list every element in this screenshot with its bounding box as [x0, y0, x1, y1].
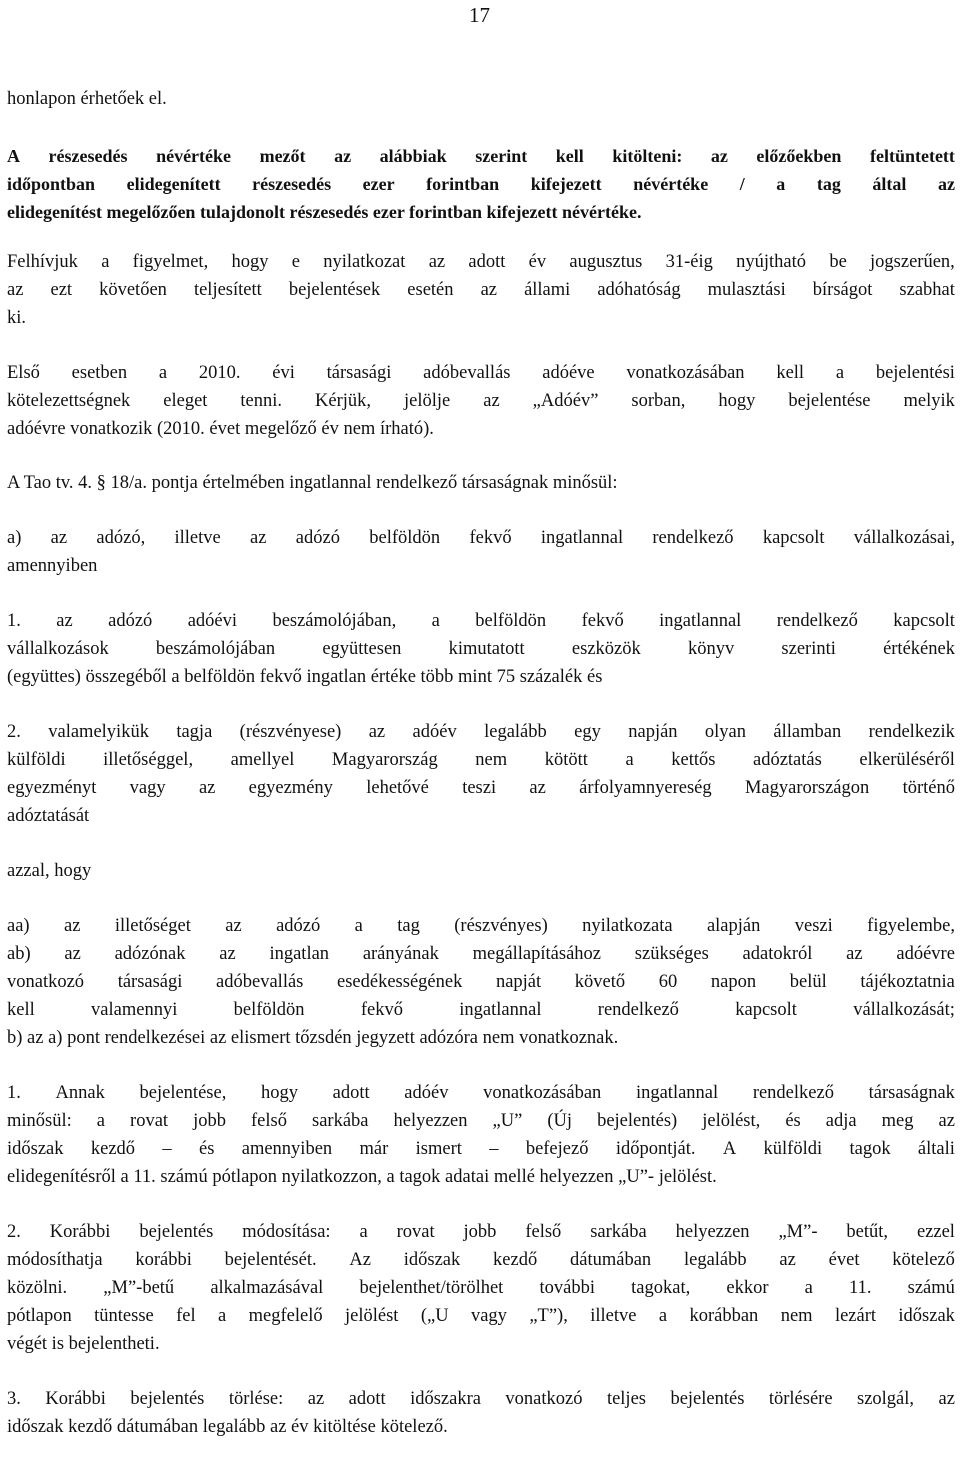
text-line: közölni. „M”-betű alkalmazásával bejelenthet/törölhet további tagokat, ekkor a 11. számú: [7, 1278, 955, 1298]
text-line: egyezményt vagy az egyezmény lehetővé teszi az árfolyamnyereség Magyarországon történő: [7, 778, 955, 798]
paragraph-nevertek: [7, 142, 955, 226]
text-line: vállalkozások beszámolójában együttesen kimutatott eszközök könyv szerinti értékének: [7, 639, 955, 659]
paragraph-n3: [7, 1385, 955, 1441]
page-number: 17: [469, 3, 490, 27]
paragraph-n1: [7, 1079, 955, 1191]
text-line: kötelezettségnek eleget tenni. Kérjük, jelölje az „Adóév” sorban, hogy bejelentése melyik: [7, 391, 955, 411]
text-line: A részesedés névértéke mezőt az alábbiak szerint kell kitölteni: az előzőekben feltüntetett: [7, 146, 955, 166]
text-line: 1. az adózó adóévi beszámolójában, a belföldön fekvő ingatlannal rendelkező kapcsolt: [7, 611, 955, 631]
paragraph-p2: [7, 718, 955, 830]
text-line: 2. Korábbi bejelentés módosítása: a rovat jobb felső sarkába helyezzen „M”- betűt, ezzel: [7, 1222, 955, 1242]
text-line: időpontban elidegenített részesedés ezer forintban kifejezett névértéke / a tag által az: [7, 174, 955, 194]
text-line: Első esetben a 2010. évi társasági adóbevallás adóéve vonatkozásában kell a bejelentési: [7, 363, 955, 383]
text-line: 3. Korábbi bejelentés törlése: az adott időszakra vonatkozó teljes bejelentés törlésére szolgál, az: [7, 1389, 955, 1409]
text-line: ki.: [7, 308, 27, 328]
text-line: végét is bejelentheti.: [7, 1334, 160, 1354]
text-line: 1. Annak bejelentése, hogy adott adóév vonatkozásában ingatlannal rendelkező társaságnak: [7, 1083, 955, 1103]
text-line: azzal, hogy: [7, 861, 92, 881]
paragraph-a: [7, 524, 955, 580]
text-line: vonatkozó társasági adóbevallás esedékességének napját követő 60 napon belül tájékoztatnia: [7, 972, 955, 992]
paragraph-n2: [7, 1218, 955, 1358]
paragraph-azzal: [7, 857, 955, 885]
text-line: ab) az adózónak az ingatlan arányának megállapításához szükséges adatokról az adóévre: [7, 944, 955, 964]
text-line: Felhívjuk a figyelmet, hogy e nyilatkozat az adott év augusztus 31-éig nyújtható be jogszerűen,: [7, 252, 955, 272]
text-line: időszak kezdő – és amennyiben már ismert – befejező időpontját. A külföldi tagok általi: [7, 1139, 955, 1159]
text-line: az ezt követően teljesített bejelentések esetén az állami adóhatóság mulasztási bírságot szabhat: [7, 280, 955, 300]
text-line: adóévre vonatkozik (2010. évet megelőző év nem írható).: [7, 419, 434, 439]
text-line: minősül: a rovat jobb felső sarkába helyezzen „U” (Új bejelentés) jelölést, és adja meg az: [7, 1111, 955, 1131]
text-line: kell valamennyi belföldön fekvő ingatlannal rendelkező kapcsolt vállalkozását;: [7, 1000, 955, 1020]
text-line: honlapon érhetőek el.: [7, 89, 167, 109]
text-line: módosíthatja korábbi bejelentését. Az időszak kezdő dátumában legalább az évet kötelező: [7, 1250, 955, 1270]
text-line: aa) az illetőséget az adózó a tag (részvényes) nyilatkozata alapján veszi figyelembe,: [7, 916, 955, 936]
text-line: elidegenítésről a 11. számú pótlapon nyilatkozzon, a tagok adatai mellé helyezzen „U”- jelölést.: [7, 1167, 717, 1187]
paragraph-tao: [7, 469, 955, 497]
text-line: 2. valamelyikük tagja (részvényese) az adóév legalább egy napján olyan államban rendelkezik: [7, 722, 955, 742]
paragraph-intro: [7, 85, 955, 113]
text-line: elidegenítést megelőzően tulajdonolt részesedés ezer forintban kifejezett névértéke.: [7, 202, 642, 222]
text-line: külföldi illetőséggel, amellyel Magyarország nem kötött a kettős adóztatás elkerüléséről: [7, 750, 955, 770]
text-line: adóztatását: [7, 806, 90, 826]
text-line: időszak kezdő dátumában legalább az év kitöltése kötelező.: [7, 1417, 448, 1437]
paragraph-elso: [7, 359, 955, 443]
text-line: amennyiben: [7, 556, 98, 576]
paragraph-aa: [7, 912, 955, 1052]
paragraph-p1: [7, 607, 955, 691]
text-line: b) az a) pont rendelkezései az elismert tőzsdén jegyzett adózóra nem vonatkoznak.: [7, 1028, 619, 1048]
paragraph-felhivjuk: [7, 248, 955, 332]
document-body: [7, 85, 955, 1441]
text-line: A Tao tv. 4. § 18/a. pontja értelmében ingatlannal rendelkező társaságnak minősül:: [7, 473, 618, 493]
text-line: (együttes) összegéből a belföldön fekvő ingatlan értéke több mint 75 százalék és: [7, 667, 603, 687]
text-line: a) az adózó, illetve az adózó belföldön fekvő ingatlannal rendelkező kapcsolt vállalkozásai,: [7, 528, 955, 548]
text-line: pótlapon tüntesse fel a megfelelő jelölést („U vagy „T”), illetve a korábban nem lezárt időszak: [7, 1306, 955, 1326]
